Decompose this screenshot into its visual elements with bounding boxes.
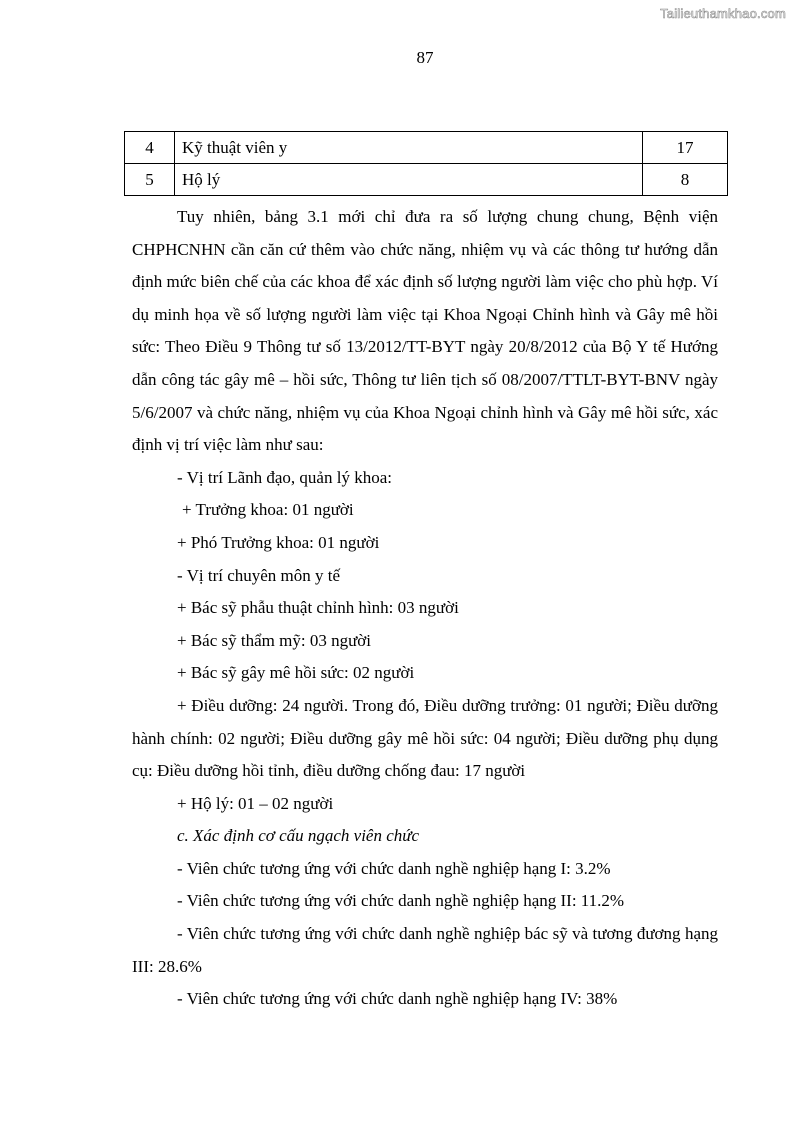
body-text (132, 201, 718, 1016)
table-row (125, 132, 728, 164)
table-row (125, 164, 728, 196)
grade-2-ratio: - Viên chức tương ứng với chức danh nghề nghiệp hạng II: 11.2% (177, 891, 625, 911)
watermark: Tailieuthamkhao.com (660, 6, 786, 21)
intro-paragraph: Tuy nhiên, bảng 3.1 mới chỉ đưa ra số lượng chung chung, Bệnh viện CHPHCNHN cần căn cứ thêm vào chức năng, nhiệm vụ và các thông tư hướng dẫn định mức biên chế của các khoa để xác định số lượng người làm việc cho phù hợp. Ví dụ minh họa về số lượng người làm việc tại Khoa Ngoại Chỉnh hình và Gây mê hồi sức: Theo Điều 9 Thông tư số 13/2012/TT-BYT ngày 20/8/2012 của Bộ Y tế Hướng dẫn công tác gây mê – hồi sức, Thông tư liên tịch số 08/2007/TTLT-BYT-BNV ngày 5/6/2007 và chức năng, nhiệm vụ của Khoa Ngoại chỉnh hình và Gây mê hồi sức, xác định vị trí việc làm như sau: (132, 207, 718, 455)
nurse-paragraph: + Điều dưỡng: 24 người. Trong đó, Điều dưỡng trưởng: 01 người; Điều dưỡng hành chính: 02 người; Điều dưỡng gây mê hồi sức: 04 người; Điều dưỡng phụ dụng cụ: Điều dưỡng hồi tỉnh, điều dưỡng chống đau: 17 người (132, 695, 718, 781)
head-of-department: + Trưởng khoa: 01 người (182, 500, 354, 520)
ortho-surgeon-count: + Bác sỹ phẫu thuật chỉnh hình: 03 người (177, 598, 459, 618)
section-heading-c: c. Xác định cơ cấu ngạch viên chức (177, 826, 420, 846)
leader-heading: - Vị trí Lãnh đạo, quản lý khoa: (177, 467, 392, 487)
row-number: 4 (125, 132, 175, 164)
cosmetic-doctor-count: + Bác sỹ thẩm mỹ: 03 người (177, 630, 371, 650)
page-number: 87 (416, 48, 434, 67)
anesthesia-doctor-count: + Bác sỹ gây mê hồi sức: 02 người (177, 663, 415, 683)
row-number: 5 (125, 164, 175, 196)
orderly-count: + Hộ lý: 01 – 02 người (177, 793, 334, 813)
row-title: Hộ lý (175, 164, 643, 196)
grade-1-ratio: - Viên chức tương ứng với chức danh nghề nghiệp hạng I: 3.2% (177, 858, 611, 878)
deputy-head: + Phó Trưởng khoa: 01 người (177, 532, 380, 552)
grade-3-ratio: - Viên chức tương ứng với chức danh nghề nghiệp bác sỹ và tương đương hạng III: 28.6% (132, 924, 718, 976)
row-title: Kỹ thuật viên y (175, 132, 643, 164)
specialist-heading: - Vị trí chuyên môn y tế (177, 565, 341, 585)
staff-table (124, 131, 728, 196)
row-count: 8 (643, 164, 728, 196)
row-count: 17 (643, 132, 728, 164)
grade-4-ratio: - Viên chức tương ứng với chức danh nghề nghiệp hạng IV: 38% (177, 989, 618, 1009)
